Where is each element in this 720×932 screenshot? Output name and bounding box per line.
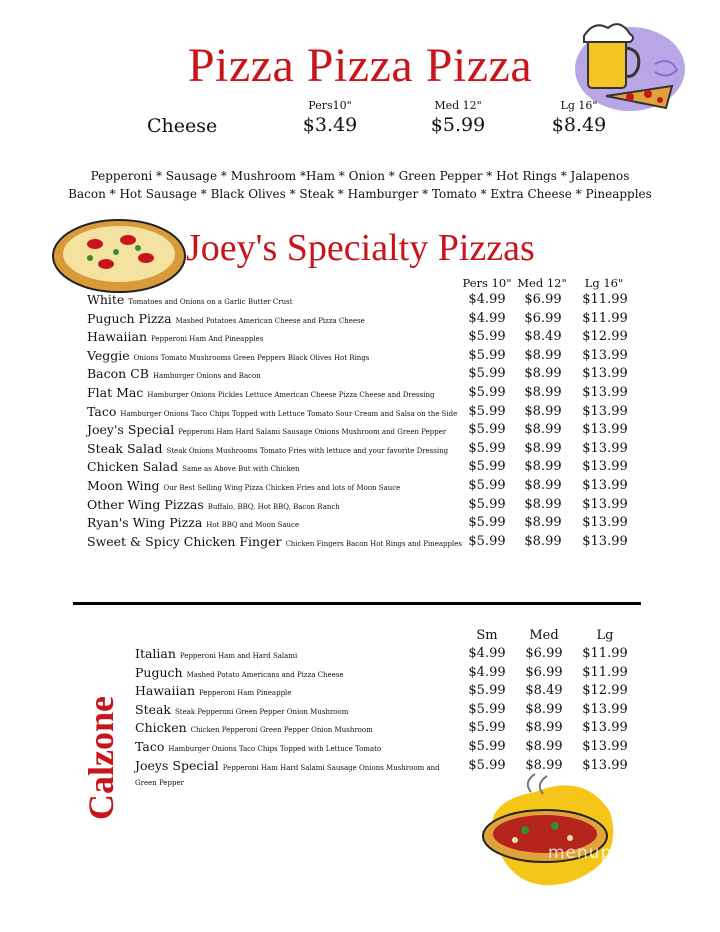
size-label-lg: Lg 16"	[560, 99, 598, 112]
item-price: $8.99	[524, 496, 562, 512]
item-description: Pepperoni Ham Hard Salami Sausage Onions Mushroom and	[222, 763, 440, 772]
item-description: Chicken Pepperoni Green Pepper Onion Mushroom	[190, 726, 373, 735]
item-description: Tomatoes and Onions on a Garlic Butter Crust	[128, 298, 293, 306]
item-price: $5.99	[468, 366, 506, 382]
item-description: Pepperoni Ham Pineapple	[199, 689, 292, 698]
item-name: Taco	[135, 739, 165, 754]
item-price: $13.99	[582, 478, 628, 493]
item-name: Taco	[87, 403, 117, 419]
item-price: $13.99	[582, 422, 628, 438]
item-price: $5.99	[468, 347, 506, 363]
calzone-item-name	[135, 702, 348, 717]
item-price: $5.99	[468, 701, 506, 717]
item-price: $5.99	[468, 403, 506, 419]
calzone-header-med: Med	[529, 628, 559, 643]
specialty-item-name	[87, 441, 448, 456]
item-name: Sweet & Spicy Chicken Finger	[87, 533, 282, 549]
item-price: $8.99	[524, 515, 562, 531]
specialty-item-name	[87, 348, 369, 363]
item-name: Other Wing Pizzas	[87, 496, 204, 512]
specialty-item-name	[87, 497, 340, 512]
item-price: $13.99	[582, 701, 628, 717]
item-name: Chicken	[135, 720, 187, 736]
item-price: $11.99	[582, 310, 628, 326]
item-price: $8.99	[524, 533, 562, 549]
specialty-row	[87, 329, 632, 348]
item-description: Mashed Potatoes American Cheese and Pizza Cheese	[175, 316, 365, 325]
item-price: $13.99	[582, 366, 628, 382]
item-price: $13.99	[582, 720, 628, 736]
specialty-row	[87, 292, 632, 311]
watermark: menupix	[548, 843, 630, 863]
item-price: $11.99	[582, 664, 628, 680]
item-description: Our Best Selling Wing Pizza Chicken Fries and lots of Moon Sauce	[163, 484, 401, 492]
item-description: Onions Tomato Mushrooms Green Peppers Black Olives Hot Rings	[133, 353, 370, 362]
item-description: Hamburger Onions and Bacon	[152, 372, 261, 381]
cheese-label: Cheese	[147, 115, 218, 137]
cheese-price-pers: $3.49	[302, 114, 358, 136]
item-price: $5.99	[468, 739, 506, 754]
item-price: $13.99	[582, 347, 628, 363]
toppings-line-2: Bacon * Hot Sausage * Black Olives * Steak * Hamburger * Tomato * Extra Cheese * Pineapples	[68, 187, 652, 201]
specialty-row	[87, 534, 632, 553]
specialty-header-pers: Pers 10"	[462, 276, 512, 290]
item-price: $11.99	[582, 646, 628, 661]
item-price: $8.49	[524, 329, 562, 345]
item-price: $6.99	[525, 646, 563, 661]
item-price: $13.99	[582, 739, 628, 754]
item-name: Joey's Special	[87, 422, 175, 438]
item-price: $5.99	[468, 459, 506, 475]
item-name: Bacon CB	[87, 366, 149, 382]
toppings-list	[0, 167, 720, 203]
item-price: $8.99	[525, 739, 563, 754]
item-price: $5.99	[468, 720, 506, 736]
item-price: $4.99	[468, 664, 506, 680]
item-price: $13.99	[582, 757, 628, 773]
item-name: Steak Salad	[87, 440, 163, 456]
item-price: $8.99	[524, 422, 562, 438]
specialty-item-name	[87, 292, 293, 307]
item-price: $13.99	[582, 403, 628, 419]
specialty-item-name	[87, 515, 299, 530]
specialty-item-name	[87, 422, 446, 437]
item-description: Pepperoni Ham And Pineapples	[151, 335, 264, 344]
specialty-item-name	[87, 385, 434, 400]
size-label-pers: Pers10"	[308, 99, 352, 112]
item-description: Steak Pepperoni Green Pepper Onion Mushroom	[175, 707, 349, 716]
item-description: Hamburger Onions Pickles Lettuce American Cheese Pizza Cheese and Dressing	[147, 391, 435, 399]
specialty-item-name	[87, 404, 457, 419]
item-description-cont: Green Pepper	[135, 778, 184, 787]
item-description: Pepperoni Ham and Hard Salami	[179, 652, 298, 660]
item-price: $5.99	[468, 440, 506, 456]
item-name: Flat Mac	[87, 385, 144, 400]
item-name: Steak	[135, 701, 172, 717]
item-description: Mashed Potato Americans and Pizza Cheese	[186, 670, 344, 679]
item-price: $8.99	[524, 347, 562, 363]
item-price: $11.99	[582, 292, 628, 307]
specialty-item-name	[87, 534, 462, 549]
item-price: $8.99	[524, 366, 562, 382]
item-name: Moon Wing	[87, 478, 160, 493]
item-description: Buffalo, BBQ, Hot BBQ, Bacon Ranch	[207, 502, 340, 511]
calzone-item-name	[135, 683, 291, 698]
specialty-row	[87, 404, 632, 423]
whole-pizza-icon	[50, 214, 188, 296]
item-name: Hawaiian	[87, 329, 148, 345]
calzone-header-sm: Sm	[476, 628, 498, 643]
calzone-title: Calzone	[81, 696, 121, 820]
calzone-item-name	[135, 646, 297, 661]
item-description: Hot BBQ and Moon Sauce	[206, 521, 300, 530]
item-price: $5.99	[468, 422, 506, 438]
specialty-row	[87, 459, 632, 478]
item-price: $4.99	[468, 646, 506, 661]
item-price: $8.99	[525, 720, 563, 736]
item-price: $6.99	[524, 310, 562, 326]
specialty-row	[87, 497, 632, 516]
item-price: $6.99	[524, 292, 562, 307]
specialty-row	[87, 422, 632, 441]
item-price: $5.99	[468, 533, 506, 549]
item-name: White	[87, 292, 125, 307]
size-label-med: Med 12"	[434, 99, 482, 112]
item-price: $8.99	[525, 701, 563, 717]
item-price: $13.99	[582, 385, 628, 400]
item-price: $8.99	[525, 757, 563, 773]
item-description: Steak Onions Mushrooms Tomato Fries with lettuce and your favorite Dressing	[166, 446, 449, 455]
cheese-price-med: $5.99	[430, 114, 486, 136]
item-price: $12.99	[582, 329, 628, 345]
item-price: $8.99	[524, 403, 562, 419]
section-divider	[73, 602, 641, 605]
item-name: Italian	[135, 646, 176, 661]
specialty-row	[87, 311, 632, 330]
item-description: Same as Above But with Chicken	[182, 465, 300, 474]
item-name: Chicken Salad	[87, 459, 179, 475]
calzone-item-name	[135, 758, 440, 788]
item-price: $8.99	[524, 385, 562, 400]
item-price: $5.99	[468, 683, 506, 699]
item-price: $13.99	[582, 515, 628, 531]
item-price: $5.99	[468, 478, 506, 493]
specialty-row	[87, 385, 632, 404]
item-price: $12.99	[582, 683, 628, 699]
item-name: Ryan's Wing Pizza	[87, 515, 203, 531]
item-price: $8.49	[525, 683, 563, 699]
item-description: Chicken Fingers Bacon Hot Rings and Pineapples	[285, 539, 462, 548]
item-name: Puguch	[135, 664, 183, 680]
specialty-item-name	[87, 311, 365, 326]
specialty-header-med: Med 12"	[517, 276, 567, 290]
specialty-row	[87, 441, 632, 460]
item-price: $13.99	[582, 440, 628, 456]
specialty-item-name	[87, 459, 299, 474]
item-description: Pepperoni Ham Hard Salami Sausage Onions Mushroom and Green Pepper	[178, 428, 447, 437]
item-price: $13.99	[582, 459, 628, 475]
item-name: Veggie	[87, 347, 130, 363]
specialty-item-name	[87, 329, 263, 344]
item-price: $4.99	[468, 310, 506, 326]
specialty-item-name	[87, 366, 261, 381]
item-price: $6.99	[525, 664, 563, 680]
item-price: $5.99	[468, 496, 506, 512]
item-price: $13.99	[582, 533, 628, 549]
hot-pizza-clipart-icon	[475, 772, 625, 892]
toppings-line-1: Pepperoni * Sausage * Mushroom *Ham * Onion * Green Pepper * Hot Rings * Jalapenos	[90, 169, 630, 183]
calzone-header-lg: Lg	[596, 628, 614, 643]
item-price: $8.99	[524, 478, 562, 493]
item-description: Hamburger Onions Taco Chips Topped with Lettuce Tomato Sour Cream and Salsa on the Side	[120, 409, 458, 418]
item-price: $5.99	[468, 515, 506, 531]
page-title: Pizza Pizza Pizza	[187, 39, 533, 92]
specialty-row	[87, 366, 632, 385]
specialty-title: Joey's Specialty Pizzas	[186, 227, 535, 269]
specialty-row	[87, 478, 632, 497]
calzone-item-name	[135, 739, 381, 754]
item-price: $5.99	[468, 329, 506, 345]
calzone-item-name	[135, 720, 373, 735]
calzone-item-name	[135, 665, 344, 680]
item-description: Hamburger Onions Taco Chips Topped with Lettuce Tomato	[168, 745, 382, 753]
specialty-row	[87, 515, 632, 534]
specialty-item-name	[87, 478, 400, 493]
specialty-row	[87, 348, 632, 367]
item-name: Joeys Special	[135, 757, 219, 773]
item-price: $5.99	[468, 385, 506, 400]
item-name: Puguch Pizza	[87, 310, 172, 326]
cheese-price-lg: $8.49	[551, 114, 607, 136]
item-price: $5.99	[468, 757, 506, 773]
item-price: $8.99	[524, 459, 562, 475]
item-price: $4.99	[468, 292, 506, 307]
item-price: $13.99	[582, 496, 628, 512]
item-name: Hawaiian	[135, 683, 196, 699]
item-price: $8.99	[524, 440, 562, 456]
specialty-header-lg: Lg 16"	[584, 276, 624, 290]
